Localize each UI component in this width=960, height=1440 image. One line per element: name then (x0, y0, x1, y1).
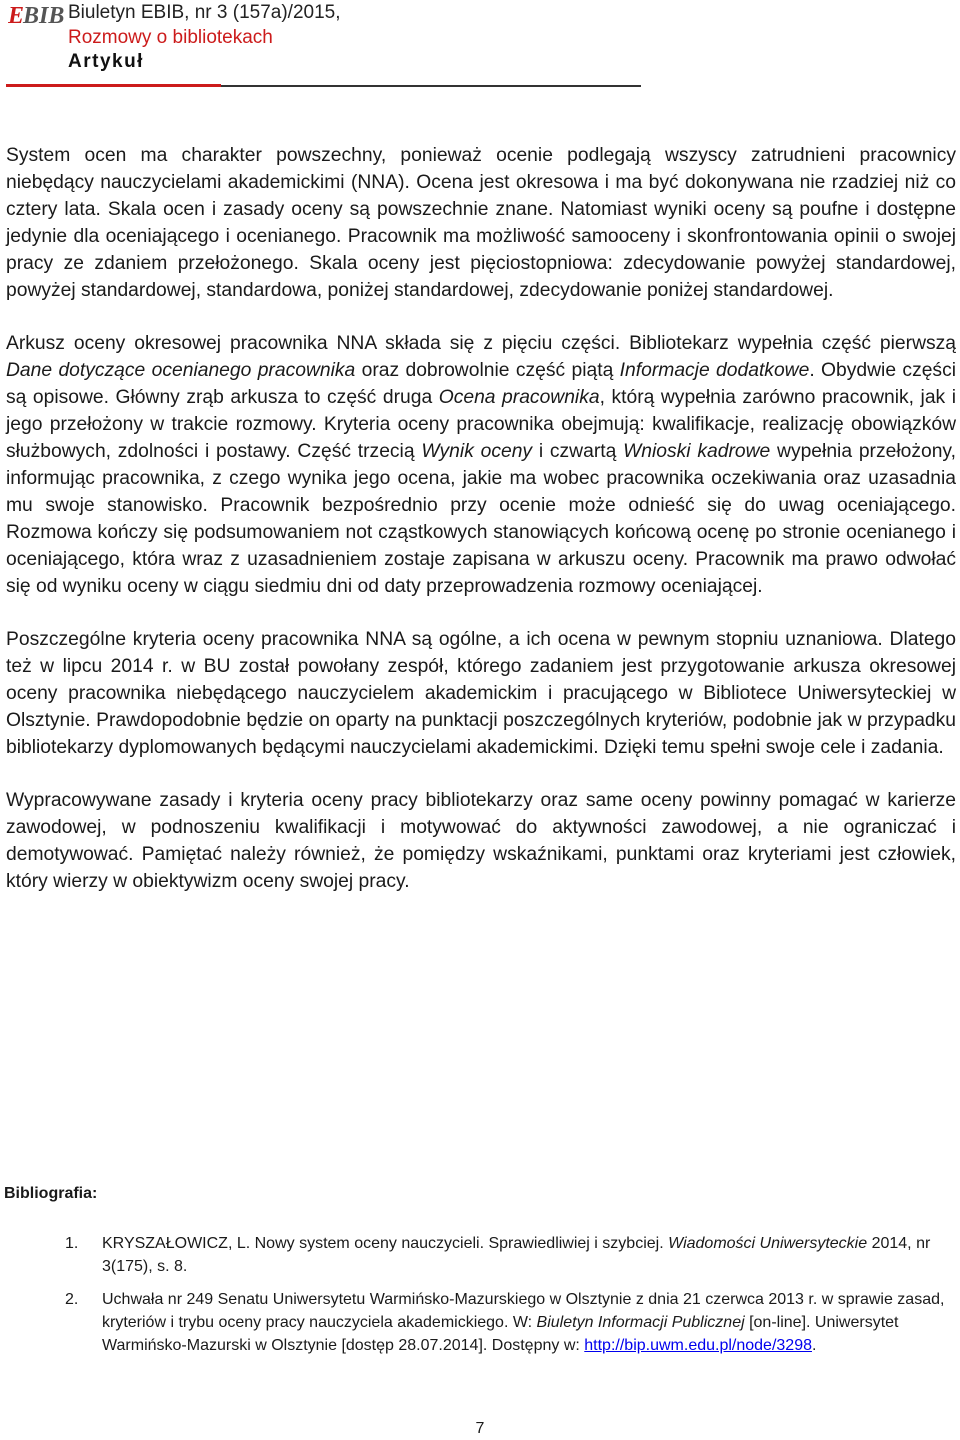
ebib-logo-icon (8, 2, 64, 28)
bibliography-list (65, 1232, 945, 1367)
text-span: . (811, 1337, 817, 1354)
text-span: wypełnia przełożony, informując pracownika, z czego wynika jego ocena, jakie ma wobec pracownika oczekiwania oraz uzasadnia mu swoje stanowisko. Pracownik bezpośrednio przy ocenie może odnieść się do uwag oceniającego. Rozmowa kończy się podsumowaniem not cząstkowych stanowiących końcową ocenę po stronie ocenianego i oceniającego, która wraz z uzasadnieniem zostaje zapisana w arkuszu oceny. Pracownik ma prawo odwołać się od wyniku oceny w ciągu siedmiu dni od daty przeprowadzenia rozmowy oceniającej. (6, 441, 956, 597)
text-span: Uchwała nr 249 Senatu Uniwersytetu Warmińsko-Mazurskiego w Olsztynie z dnia 21 czerwca 2013 r. w sprawie zasad, kryteriów i trybu oceny pracy nauczyciela akademickiego. W: (102, 1291, 945, 1331)
italic-span: Dane dotyczące ocenianego pracownika (6, 360, 356, 381)
text-span: 2014, nr 3(175), s. 8. (102, 1235, 931, 1275)
svg-text:E: E (8, 3, 25, 28)
paragraph-2 (6, 330, 956, 600)
item-number: 2. (65, 1291, 79, 1308)
italic-span: Biuletyn Informacji Publicznej (536, 1314, 745, 1331)
item-number: 1. (65, 1235, 79, 1252)
text-span: oraz dobrowolnie część piątą (355, 360, 620, 381)
text-span: i czwartą (532, 441, 624, 462)
text-span: Arkusz oceny okresowej pracownika NNA składa się z pięciu części. Bibliotekarz wypełnia część pierwszą (6, 333, 956, 354)
header-rule (221, 85, 641, 87)
text-span: [on-line]. Uniwersytet Warmińsko-Mazurski w Olsztynie [dostęp 28.07.2014]. Dostępny w: (102, 1314, 899, 1354)
page-header (6, 0, 646, 92)
italic-span: Informacje dodatkowe (619, 360, 810, 381)
header-rule-accent (6, 84, 221, 87)
issue-title: Biuletyn EBIB, nr 3 (157a)/2015, (68, 2, 341, 23)
section-title: Rozmowy o bibliotekach (68, 27, 273, 48)
article-body (6, 142, 956, 921)
text-span: . Obydwie części są opisowe. Główny zrąb arkusza to część druga (6, 360, 957, 408)
bibliography-title: Bibliografia: (4, 1185, 98, 1202)
bibliography-item (65, 1232, 945, 1278)
paragraph-3: Poszczególne kryteria oceny pracownika NNA są ogólne, a ich ocena w pewnym stopniu uznaniowa. Dlatego też w lipcu 2014 r. w BU został powołany zespół, którego zadaniem jest przygotowanie arkusza okresowej oceny pracownika niebędącego nauczycielem akademickim i pracującego w Bibliotece Uniwersyteckiej w Olsztynie. Prawdopodobnie będzie on oparty na punktacji poszczególnych kryteriów, podobnie jak w przypadku bibliotekarzy dyplomowanych będącymi nauczycielami akademickimi. Dzięki temu spełni swoje cele i zadania. (6, 629, 956, 758)
bibliography-link[interactable]: http://bip.uwm.edu.pl/node/3298 (584, 1337, 812, 1354)
svg-text:BIB: BIB (23, 3, 64, 28)
text-span: , którą wypełnia zarówno pracownik, jak i jego przełożony w trakcie rozmowy. Kryteria oceny pracownika obejmują: kwalifikacje, realizację obowiązków służbowych, zdolności i postawy. Część trzecią (6, 387, 956, 462)
italic-span: Wynik oceny (421, 441, 533, 462)
text-span: KRYSZAŁOWICZ, L. Nowy system oceny nauczycieli. Sprawiedliwiej i szybciej. (102, 1235, 669, 1252)
ebib-logo (8, 2, 64, 28)
bibliography-item (65, 1288, 945, 1357)
paragraph-4: Wypracowywane zasady i kryteria oceny pracy bibliotekarzy oraz same oceny powinny pomagać w karierze zawodowej, w podnoszeniu kwalifikacji i motywować do aktywności zawodowej, a nie ograniczać i demotywować. Pamiętać należy również, że pomiędzy wskaźnikami, punktami oraz kryteriami jest człowiek, który wierzy w obiektywizm oceny swojej pracy. (6, 790, 956, 892)
italic-span: Ocena pracownika (438, 387, 600, 408)
italic-span: Wiadomości Uniwersyteckie (668, 1235, 868, 1252)
page-number: 7 (475, 1420, 485, 1437)
paragraph-1: System ocen ma charakter powszechny, ponieważ ocenie podlegają wszyscy zatrudnieni pracownicy niebędący nauczycielami akademickimi (NNA). Ocena jest okresowa i ma być dokonywana nie rzadziej niż co cztery lata. Skala ocen i zasady oceny są powszechnie znane. Natomiast wyniki oceny są poufne i dostępne jedynie dla oceniającego i ocenianego. Pracownik ma możliwość samooceny i skonfrontowania opinii o swojej pracy ze zdaniem przełożonego. Skala oceny jest pięciostopniowa: zdecydowanie powyżej standardowej, powyżej standardowej, standardowa, poniżej standardowej, zdecydowanie poniżej standardowej. (6, 145, 956, 301)
italic-span: Wnioski kadrowe (623, 441, 771, 462)
article-type: Artykuł (68, 51, 144, 72)
